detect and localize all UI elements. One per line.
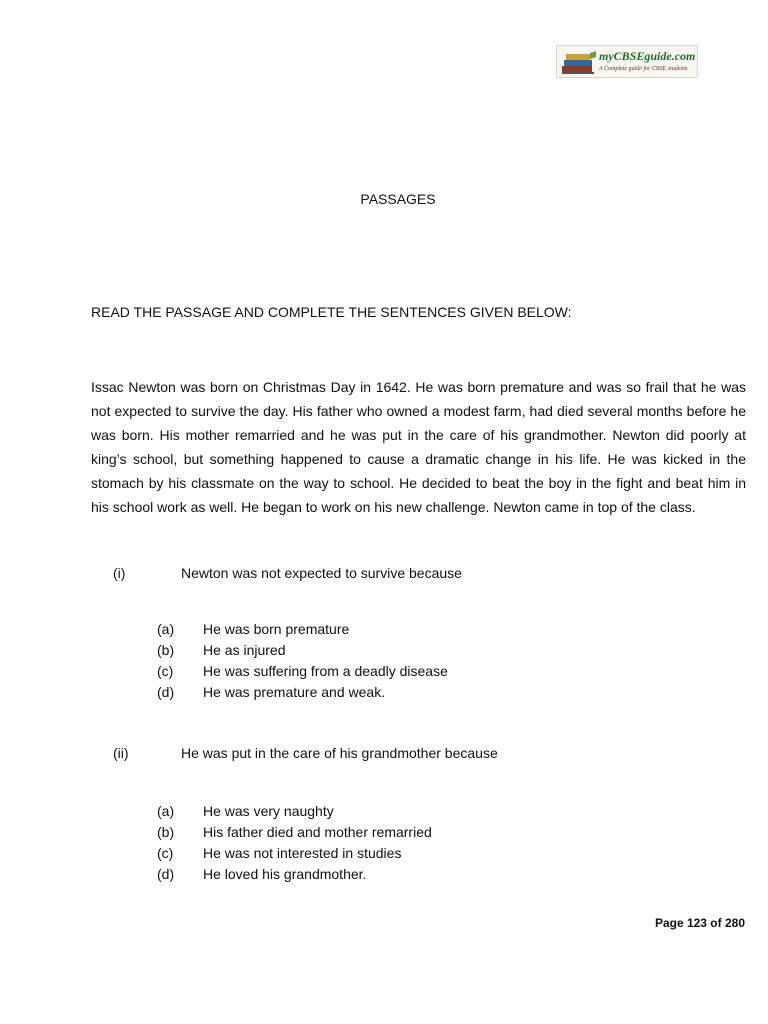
option-text: He as injured: [203, 642, 286, 658]
question-2-options: [157, 801, 577, 885]
option-letter: (a): [157, 803, 175, 819]
option-c: [157, 843, 577, 864]
option-text: He was premature and weak.: [203, 684, 386, 700]
option-letter: (c): [157, 663, 174, 679]
mycbseguide-logo: [556, 45, 698, 78]
reading-passage: Issac Newton was born on Christmas Day in 1642. He was born premature and was so frail that he was not expected to survive the day. His father who owned a modest farm, had died several months before he was born. His mother remarried and he was put in the care of his grandmother. Newton did poorly at king’s school, but something happened to cause a dramatic change in his life. He was kicked in the stomach by his classmate on the way to school. He decided to beat the boy in the fight and beat him in his school work as well. He began to work on his new challenge. Newton came in top of the class.: [91, 379, 746, 515]
option-text: He was suffering from a deadly disease: [203, 663, 448, 679]
option-d: [157, 682, 577, 703]
question-text: He was put in the care of his grandmother because: [181, 745, 498, 761]
option-letter: (a): [157, 621, 175, 637]
option-text: His father died and mother remarried: [203, 824, 432, 840]
question-1-options: [157, 619, 577, 703]
page-number: Page 123 of 280: [654, 916, 745, 930]
logo-brand-text: myCBSEguide.com: [599, 49, 696, 63]
question-number: (i): [113, 565, 126, 581]
option-text: He was not interested in studies: [203, 845, 402, 861]
question-text: Newton was not expected to survive because: [181, 565, 462, 581]
books-icon: [560, 49, 598, 75]
option-letter: (d): [157, 866, 175, 882]
logo-tagline: A Complete guide for CBSE students: [599, 66, 688, 72]
option-text: He was born premature: [203, 621, 350, 637]
option-text: He loved his grandmother.: [203, 866, 367, 882]
option-letter: (c): [157, 845, 174, 861]
option-b: [157, 640, 577, 661]
page-title: PASSAGES: [360, 191, 436, 207]
option-d: [157, 864, 577, 885]
option-b: [157, 822, 577, 843]
option-a: [157, 801, 577, 822]
question-number: (ii): [113, 745, 129, 761]
option-c: [157, 661, 577, 682]
option-letter: (b): [157, 642, 175, 658]
option-letter: (b): [157, 824, 175, 840]
option-text: He was very naughty: [203, 803, 334, 819]
option-a: [157, 619, 577, 640]
option-letter: (d): [157, 684, 175, 700]
instruction-heading: READ THE PASSAGE AND COMPLETE THE SENTENCES GIVEN BELOW:: [91, 304, 572, 320]
